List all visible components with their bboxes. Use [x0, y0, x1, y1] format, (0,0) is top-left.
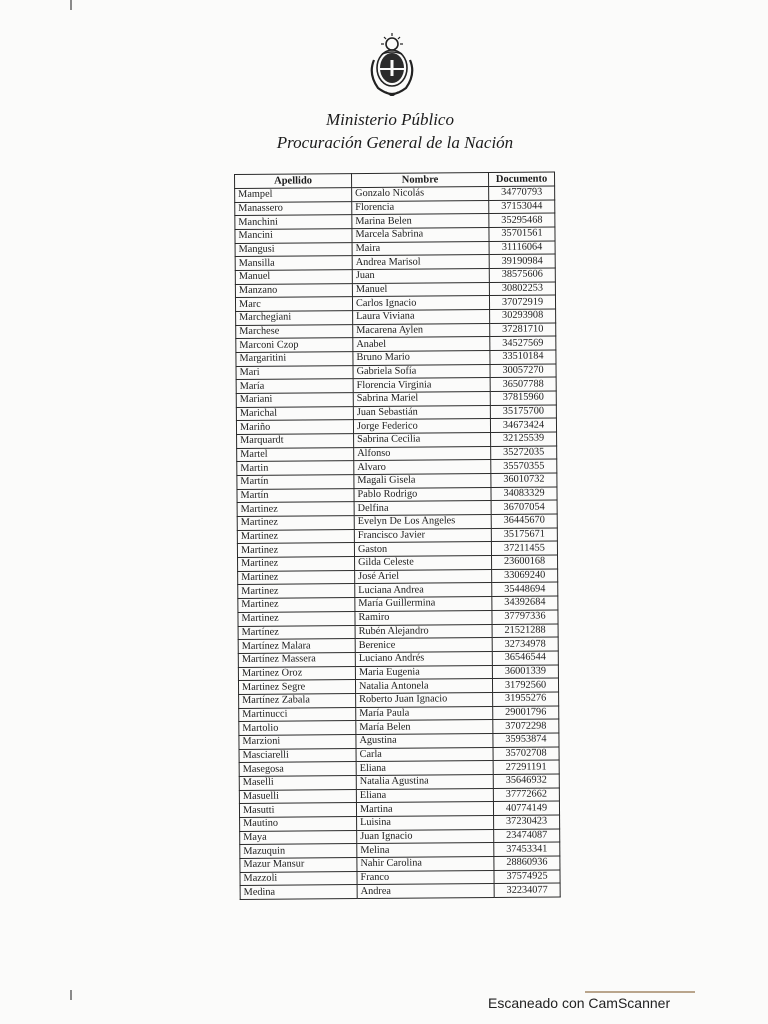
cell-nombre: Florencia Virginia	[353, 378, 490, 393]
cell-documento: 35701561	[489, 227, 555, 241]
cell-nombre: Melina	[357, 843, 494, 858]
cell-apellido: Martínez	[238, 625, 355, 640]
cell-nombre: Natalia Agustina	[356, 774, 493, 789]
cell-apellido: Mazur Mansur	[240, 857, 357, 872]
cell-documento: 23474087	[494, 829, 560, 843]
cell-nombre: Martina	[356, 802, 493, 817]
cell-apellido: Manassero	[235, 201, 352, 216]
coat-of-arms-icon	[364, 30, 420, 96]
personnel-table	[234, 171, 561, 899]
cell-nombre: Juan	[352, 269, 489, 284]
cell-documento: 37453341	[494, 842, 560, 856]
cell-apellido: Margaritini	[236, 352, 353, 367]
cell-nombre: Anabel	[353, 337, 490, 352]
cell-nombre: Florencia	[352, 200, 489, 215]
cell-apellido: Martínez Massera	[238, 652, 355, 667]
cell-apellido: Mazzoli	[240, 871, 357, 886]
cell-apellido: Martín	[237, 475, 354, 490]
cell-documento: 37153044	[489, 200, 555, 214]
cell-nombre: Eliana	[356, 788, 493, 803]
cell-nombre: María Paula	[356, 706, 493, 721]
cell-documento: 35702708	[493, 747, 559, 761]
cell-nombre: Maira	[352, 241, 489, 256]
cell-apellido: Mancini	[235, 229, 352, 244]
cell-nombre: Laura Viviana	[353, 310, 490, 325]
cell-documento: 37072298	[493, 719, 559, 733]
cell-nombre: Alvaro	[354, 460, 491, 475]
page-edge-mark	[70, 990, 72, 1000]
cell-documento: 29001796	[493, 705, 559, 719]
cell-documento: 34770793	[489, 186, 555, 200]
cell-apellido: Mautino	[240, 816, 357, 831]
cell-apellido: Martin	[237, 461, 354, 476]
cell-documento: 37211455	[491, 541, 557, 555]
office-subtitle: Procuración General de la Nación	[276, 133, 514, 152]
document-heading	[250, 108, 540, 154]
cell-nombre: Gonzalo Nicolás	[352, 187, 489, 202]
cell-nombre: Marcela Sabrina	[352, 228, 489, 243]
cell-apellido: Manzano	[235, 283, 352, 298]
cell-documento: 35570355	[491, 459, 557, 473]
cell-documento: 28860936	[494, 856, 560, 870]
cell-apellido: Mampel	[235, 188, 352, 203]
cell-apellido: Martínez Zabala	[239, 693, 356, 708]
cell-documento: 36010732	[491, 473, 557, 487]
cell-documento: 37574925	[494, 870, 560, 884]
cell-documento: 30057270	[490, 364, 556, 378]
cell-nombre: Delfina	[354, 501, 491, 516]
cell-documento: 35295468	[489, 213, 555, 227]
cell-nombre: Sabrina Mariel	[353, 392, 490, 407]
cell-apellido: Martinez Oroz	[238, 666, 355, 681]
ministry-title: Ministerio Público	[326, 110, 454, 129]
cell-apellido: Masutti	[239, 803, 356, 818]
cell-apellido: Marc	[235, 297, 352, 312]
cell-apellido: Martinez	[237, 516, 354, 531]
cell-apellido: Marconi Czop	[236, 338, 353, 353]
cell-documento: 36546544	[492, 651, 558, 665]
column-header-apellido: Apellido	[235, 174, 352, 189]
cell-apellido: Mangusi	[235, 242, 352, 257]
cell-nombre: José Ariel	[355, 569, 492, 584]
cell-nombre: Gilda Celeste	[355, 556, 492, 571]
cell-documento: 31116064	[489, 241, 555, 255]
cell-apellido: Martinez	[238, 584, 355, 599]
cell-apellido: Martínez Malara	[238, 639, 355, 654]
cell-documento: 27291191	[493, 760, 559, 774]
cell-documento: 38575606	[489, 268, 555, 282]
column-header-nombre: Nombre	[352, 173, 489, 188]
cell-documento: 35646932	[493, 774, 559, 788]
cell-documento: 30802253	[489, 282, 555, 296]
cell-nombre: Andrea	[357, 884, 494, 899]
cell-nombre: Luisina	[357, 815, 494, 830]
cell-nombre: Carlos Ignacio	[352, 296, 489, 311]
cell-apellido: Mariani	[236, 393, 353, 408]
cell-nombre: Agustina	[356, 733, 493, 748]
scan-edge-rule	[585, 991, 695, 993]
cell-documento: 34083329	[491, 487, 557, 501]
scanner-watermark: Escaneado con CamScanner	[488, 995, 671, 1011]
cell-apellido: Manuel	[235, 270, 352, 285]
cell-nombre: Pablo Rodrigo	[354, 487, 491, 502]
cell-nombre: Nahir Carolina	[357, 856, 494, 871]
cell-documento: 32125539	[491, 432, 557, 446]
cell-documento: 39190984	[489, 254, 555, 268]
cell-nombre: Gabriela Sofía	[353, 364, 490, 379]
table-row	[240, 883, 560, 899]
cell-nombre: Eliana	[356, 761, 493, 776]
cell-apellido: Maya	[240, 830, 357, 845]
cell-documento: 37230423	[494, 815, 560, 829]
cell-apellido: Martinez	[237, 543, 354, 558]
cell-apellido: María	[236, 379, 353, 394]
cell-documento: 35272035	[491, 446, 557, 460]
cell-nombre: Ramiro	[355, 610, 492, 625]
cell-apellido: Mariño	[236, 420, 353, 435]
cell-documento: 35953874	[493, 733, 559, 747]
cell-documento: 35175700	[490, 405, 556, 419]
cell-apellido: Maselli	[239, 775, 356, 790]
cell-nombre: Maria Eugenia	[355, 665, 492, 680]
cell-apellido: Martolio	[239, 721, 356, 736]
cell-documento: 37815960	[490, 391, 556, 405]
cell-documento: 33069240	[492, 569, 558, 583]
cell-nombre: Carla	[356, 747, 493, 762]
cell-apellido: Martinez	[238, 598, 355, 613]
cell-nombre: Natalia Antonela	[355, 679, 492, 694]
cell-documento: 32234077	[494, 883, 560, 897]
cell-documento: 31955276	[493, 692, 559, 706]
cell-apellido: Martel	[237, 447, 354, 462]
cell-apellido: Martinez	[237, 529, 354, 544]
cell-nombre: Juan Ignacio	[357, 829, 494, 844]
cell-documento: 30293908	[490, 309, 556, 323]
cell-nombre: Marina Belen	[352, 214, 489, 229]
cell-documento: 35448694	[492, 582, 558, 596]
cell-nombre: Francisco Javier	[354, 528, 491, 543]
cell-nombre: Luciano Andrés	[355, 651, 492, 666]
cell-apellido: Marzioni	[239, 734, 356, 749]
cell-apellido: Mari	[236, 365, 353, 380]
page-edge-mark	[70, 0, 72, 10]
cell-documento: 33510184	[490, 350, 556, 364]
cell-nombre: Macarena Aylen	[353, 323, 490, 338]
cell-nombre: Andrea Marisol	[352, 255, 489, 270]
cell-nombre: Alfonso	[354, 446, 491, 461]
cell-apellido: Martinez	[237, 502, 354, 517]
personnel-table-container	[234, 171, 560, 899]
cell-nombre: Berenice	[355, 638, 492, 653]
cell-apellido: Marchese	[236, 324, 353, 339]
cell-apellido: Marchegiani	[236, 311, 353, 326]
cell-nombre: Luciana Andrea	[355, 583, 492, 598]
cell-apellido: Mansilla	[235, 256, 352, 271]
cell-documento: 40774149	[493, 801, 559, 815]
cell-documento: 34392684	[492, 596, 558, 610]
cell-documento: 21521288	[492, 623, 558, 637]
column-header-documento: Documento	[488, 172, 554, 187]
cell-nombre: María Belen	[356, 720, 493, 735]
cell-nombre: Magali Gisela	[354, 474, 491, 489]
cell-apellido: Martinez	[238, 557, 355, 572]
cell-nombre: Rubén Alejandro	[355, 624, 492, 639]
cell-documento: 37772662	[493, 788, 559, 802]
cell-apellido: Martinez	[238, 611, 355, 626]
cell-documento: 37797336	[492, 610, 558, 624]
cell-nombre: Franco	[357, 870, 494, 885]
cell-apellido: Medina	[240, 885, 357, 900]
cell-documento: 36001339	[492, 664, 558, 678]
cell-nombre: Jorge Federico	[353, 419, 490, 434]
cell-apellido: Masciarelli	[239, 748, 356, 763]
cell-apellido: Martinez Segre	[238, 680, 355, 695]
cell-apellido: Martinucci	[239, 707, 356, 722]
cell-apellido: Masuelli	[239, 789, 356, 804]
cell-documento: 37281710	[490, 323, 556, 337]
cell-nombre: Manuel	[352, 282, 489, 297]
cell-apellido: Marichal	[236, 406, 353, 421]
cell-documento: 35175671	[491, 528, 557, 542]
cell-apellido: Martín	[237, 488, 354, 503]
cell-documento: 23600168	[492, 555, 558, 569]
cell-apellido: Manchini	[235, 215, 352, 230]
cell-nombre: Evelyn De Los Angeles	[354, 515, 491, 530]
cell-nombre: Sabrina Cecilia	[354, 433, 491, 448]
cell-documento: 31792560	[492, 678, 558, 692]
cell-nombre: Gaston	[354, 542, 491, 557]
cell-documento: 34527569	[490, 336, 556, 350]
cell-documento: 34673424	[490, 418, 556, 432]
cell-nombre: Roberto Juan Ignacio	[356, 692, 493, 707]
cell-apellido: Marquardt	[237, 434, 354, 449]
cell-nombre: María Guillermina	[355, 597, 492, 612]
cell-documento: 36445670	[491, 514, 557, 528]
cell-documento: 36507788	[490, 377, 556, 391]
cell-documento: 37072919	[489, 295, 555, 309]
cell-nombre: Bruno Mario	[353, 351, 490, 366]
cell-documento: 32734978	[492, 637, 558, 651]
cell-apellido: Masegosa	[239, 762, 356, 777]
cell-nombre: Juan Sebastián	[353, 405, 490, 420]
cell-apellido: Martinez	[238, 570, 355, 585]
cell-apellido: Mazuquin	[240, 844, 357, 859]
cell-documento: 36707054	[491, 500, 557, 514]
